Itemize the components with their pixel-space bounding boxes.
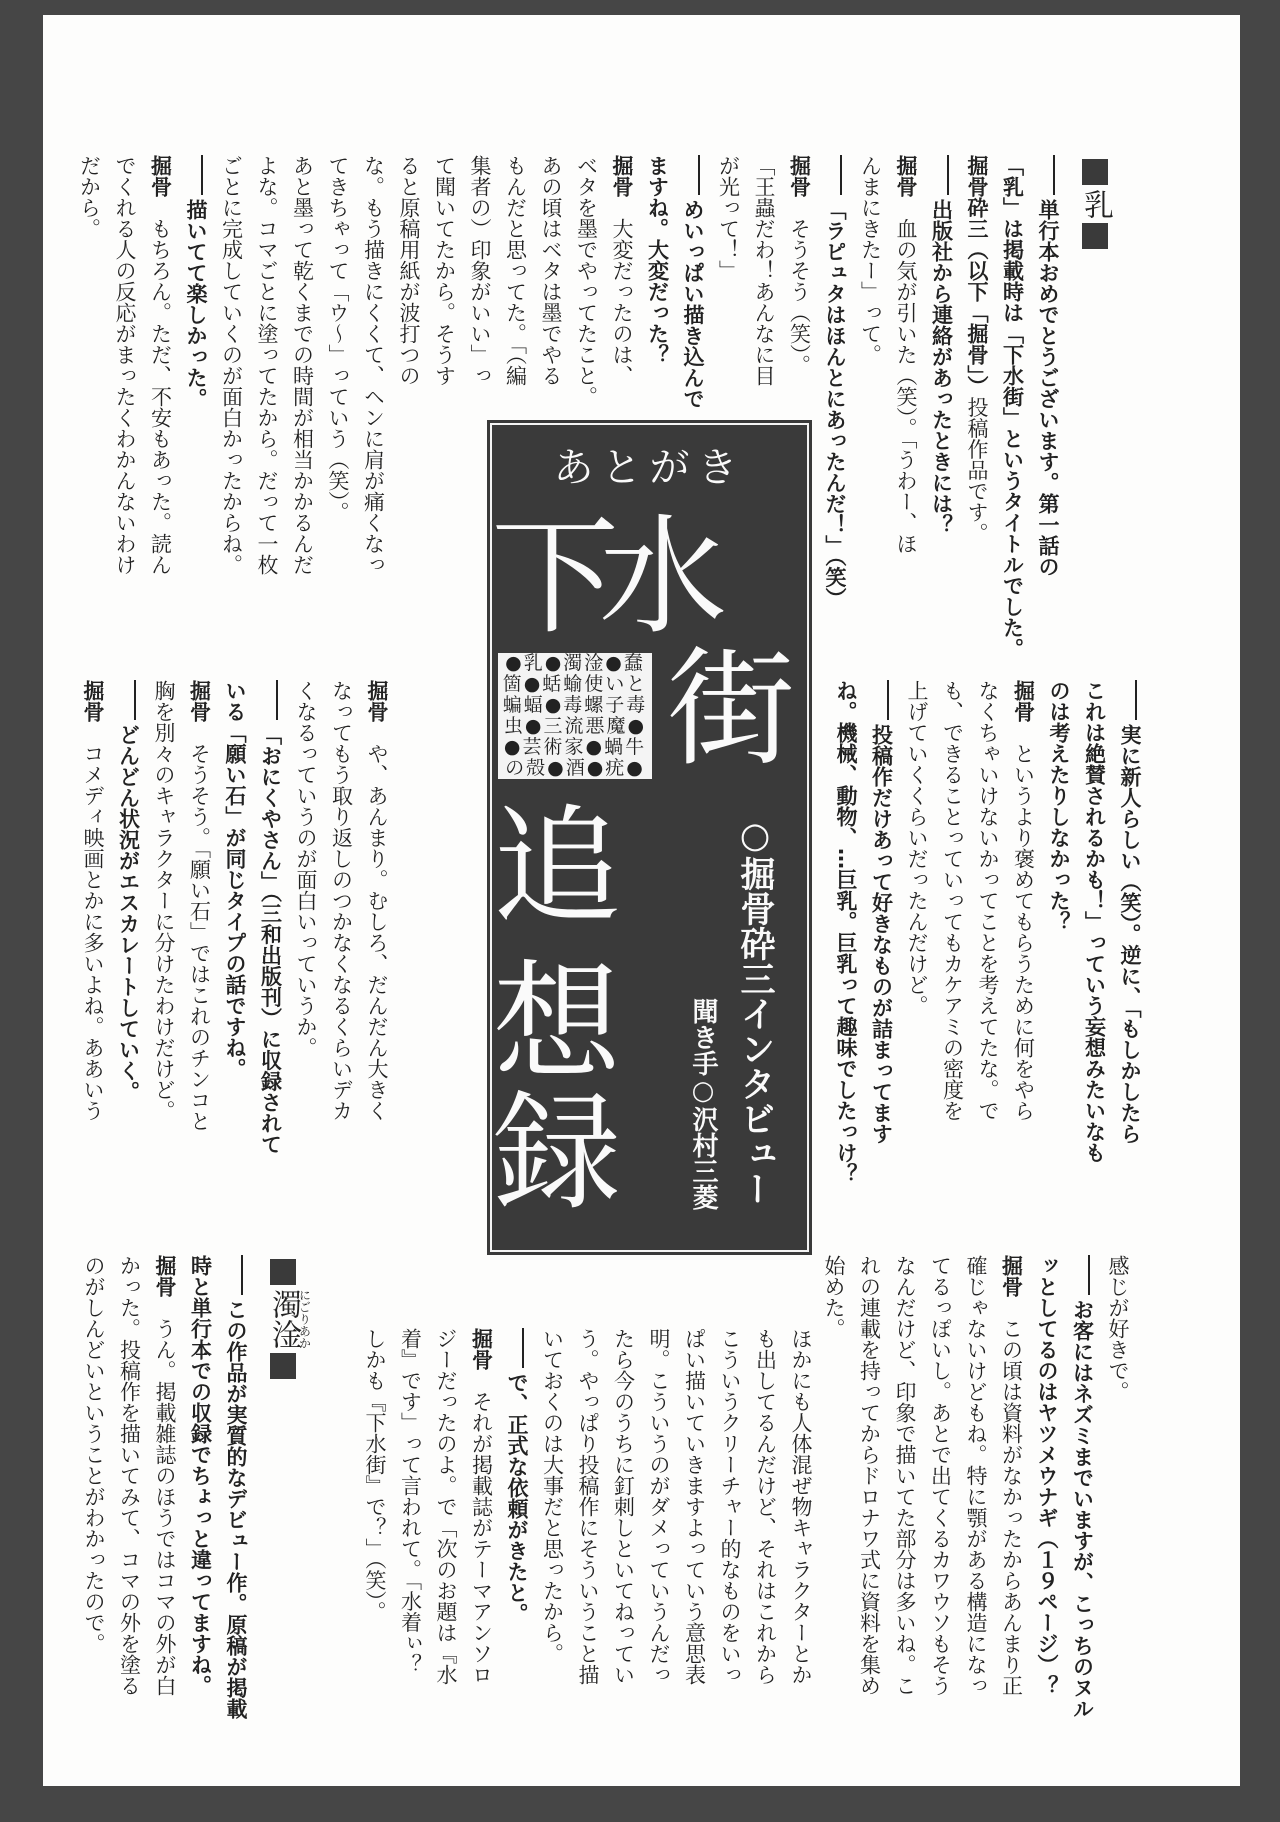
speaker-label: 掘骨 (787, 155, 812, 197)
body-text: 感じが好きで。 (1106, 1255, 1130, 1402)
question-dash (241, 1255, 243, 1295)
answer-text: それが掲載誌がテーマアンソロ (469, 1391, 494, 1685)
question-line (1030, 155, 1066, 659)
answer-text: この頃は資料がなかったからあんまり正 (999, 1318, 1024, 1696)
answer-text: コメディ映画とかに多いよね。ああいう (81, 743, 105, 1121)
speaker-label: 掘骨 (1011, 680, 1036, 722)
speaker-label: 掘骨 (153, 1255, 177, 1297)
speaker-label: 掘骨 (610, 155, 634, 197)
answer-line (359, 680, 395, 1155)
text-line (570, 1328, 606, 1685)
body-text: かった。投稿作を描いてみて、コマの外を塗る (117, 1255, 142, 1696)
body-text: だから。 (77, 155, 102, 239)
text-line (357, 1328, 393, 1685)
question-text: 「おにくやさん」（三和出版刊）に収録されて (258, 724, 283, 1155)
text-line (641, 1328, 677, 1685)
heading-reading: にごりあか (297, 1289, 312, 1349)
speaker-label: 掘骨 (894, 155, 918, 197)
question-line (1064, 1255, 1100, 1719)
text-line (288, 680, 324, 1155)
body-text: て聞いてたから。そうす (432, 155, 457, 386)
story-list-row: の殻●酒●疣● (505, 757, 645, 779)
question-dash (947, 155, 949, 195)
question-text: 「乳」は掲載時は「下水街」というタイトルでした。 (1000, 155, 1025, 659)
body-text: てきちゃって「ウ～」っていう（笑）。 (326, 155, 350, 523)
speaker-label: 掘骨 (148, 155, 173, 197)
answer-line (993, 1255, 1029, 1719)
question-line (959, 155, 995, 659)
text-line (284, 155, 320, 659)
text-line (111, 1255, 147, 1719)
text-line (391, 155, 427, 659)
question-text: 時と単行本での収録でちょっと違ってますね。 (188, 1255, 213, 1696)
text-line (922, 1255, 958, 1719)
body-text: 始めた。 (822, 1255, 846, 1339)
text-line (320, 155, 356, 659)
question-line (499, 1328, 535, 1685)
text-line (355, 155, 391, 659)
text-line (934, 680, 970, 1184)
body-text: ベタを墨でやってたこと。 (574, 155, 599, 407)
question-line (182, 1255, 218, 1719)
question-dash (698, 155, 700, 195)
speaker-label: 掘骨 (81, 680, 105, 722)
body-text: なってもう取り返しのつかなくなるくらいデカ (329, 680, 354, 1121)
answer-line (75, 680, 111, 1155)
question-line (110, 680, 146, 1155)
question-dash (522, 1328, 524, 1368)
heading-square-icon (270, 1353, 296, 1379)
text-line (816, 1255, 852, 1719)
story-list-row: 虫●三流悪魔● (503, 715, 647, 737)
answer-text: というより褒めてもらうために何をやら (1011, 743, 1036, 1121)
title-char: 想 (493, 949, 622, 1098)
title-char: 街 (667, 635, 796, 784)
body-text: ジーだったのよ。で「次のお題は『水 (434, 1328, 458, 1685)
body-text: ると原稿用紙が波打つの (397, 155, 421, 386)
text-line (970, 680, 1006, 1184)
body-text: が光って！」 (716, 155, 741, 281)
body-text: いておくのは大事だと思ったから。 (540, 1328, 565, 1664)
question-line (252, 680, 288, 1155)
body-text: よな。コマごとに塗ってたから。だって一枚 (255, 155, 279, 575)
question-line (1029, 1255, 1065, 1719)
body-text: んまにきたー」って。 (858, 155, 883, 365)
story-list-row: 蝙蝠●毒螺子毒 (502, 694, 648, 716)
text-line (887, 1255, 923, 1719)
question-text: お客にはネズミまでいますが、こっちのヌル (1070, 1299, 1095, 1719)
heading-text: 乳 (1078, 189, 1113, 219)
section-heading (253, 1255, 313, 1719)
body-text: 確じゃないけどもね。特に顎がある構造になっ (964, 1255, 988, 1696)
body-text: もんだと思ってた。「（編 (503, 155, 528, 386)
question-text: めいっぱい描き込んで (681, 199, 705, 409)
answer-text: 血の気が引いた（笑）。「うわー、ほ (894, 218, 918, 554)
question-text: この作品が実質的なデビュー作。原稿が掲載 (224, 1299, 248, 1719)
heading-square-icon (270, 1259, 296, 1285)
question-line (1076, 680, 1112, 1184)
heading-square-icon (1082, 159, 1108, 185)
body-text: 明。こういうのがダメっていうんだっ (647, 1328, 671, 1685)
question-text: いる「願い石」が同じタイプの話ですね。 (223, 680, 247, 1079)
body-text: ぱい描いていきますよっていう意思表 (682, 1328, 707, 1685)
body-text: たら今のうちに釘刺しといてねってい (611, 1328, 636, 1685)
text-line (392, 1328, 428, 1685)
body-text: あと墨って乾くまでの時間が相当かかるんだ (290, 155, 315, 575)
question-text: 投稿作だけあって好きなものが詰まってます (869, 724, 894, 1144)
question-line (828, 680, 864, 1184)
section-nigoriaka (76, 1255, 314, 1719)
body-text: も出してるんだけど、それはこれから (753, 1328, 778, 1685)
body-text: なんだけど、印象で描いてた部分は多いね。こ (893, 1255, 917, 1696)
body-text: ごとに完成していくのが面白かったからね。 (219, 155, 244, 575)
section-middle-right (828, 680, 1148, 1184)
text-line (899, 680, 935, 1184)
question-dash (276, 680, 278, 720)
body-text: のがしんどいということがわかったので。 (82, 1255, 106, 1654)
body-text: れの連載を持ってからドロナワ式に資料を集め (857, 1255, 882, 1696)
question-dash (1088, 1255, 1090, 1295)
question-text: ますね。大変だった？ (645, 155, 670, 365)
answer-text: や、あんまり。むしろ、だんだん大きく (365, 743, 389, 1121)
speaker-label: 掘骨 (365, 680, 389, 722)
body-text: な。もう描きにくくて、ヘンに肩が痛くなっ (361, 155, 386, 575)
question-text: どんどん状況がエスカレートしていく。 (116, 724, 141, 1102)
question-line (994, 155, 1030, 659)
text-line (1100, 1255, 1136, 1719)
question-line (217, 680, 253, 1155)
heading-square-icon (1082, 223, 1108, 249)
body-text: ほかにも人体混ぜ物キャラクターとか (789, 1328, 813, 1685)
body-text: う。やっぱり投稿作にそういうこと描 (576, 1328, 600, 1685)
body-text: なくちゃいけないかってことを考えてたな。で (976, 680, 1000, 1121)
question-line (1041, 680, 1077, 1184)
text-line (851, 1255, 887, 1719)
body-text: てるっぽいし。あとで出てくるカワウソもそう (928, 1255, 953, 1696)
section-bottom-middle (357, 1328, 819, 1685)
question-text: 「ラピュタはほんとにあったんだ！」（笑） (823, 199, 847, 609)
body-text: 「王蟲だわ！あんなに目 (752, 155, 776, 386)
text-line (428, 1328, 464, 1685)
answer-line (1005, 680, 1041, 1184)
section-middle-left (75, 680, 395, 1155)
story-list-row: ●乳●濁淦●蠢 (505, 652, 645, 674)
answer-text: 大変だったのは、 (610, 218, 634, 386)
story-list (498, 653, 652, 779)
body-text: こういうクリーチャー的なものをいっ (718, 1328, 742, 1685)
section-heading (1065, 155, 1125, 659)
answer-line (142, 155, 178, 659)
interviewer-credit: 聞き手○沢村三菱 (688, 998, 718, 1210)
body-text: も、できることっていってもカケアミの密度を (940, 680, 965, 1121)
question-text: ッとしてるのはヤツメウナギ（１９ページ）？ (1035, 1255, 1059, 1696)
question-text: 掘骨砕三（以下「掘骨」） (965, 155, 989, 397)
answer-text: そうそう。「願い石」ではこれのチンコと (187, 743, 212, 1132)
text-line (852, 155, 888, 659)
speaker-label: 掘骨 (187, 680, 212, 722)
title-char: 下 (491, 503, 620, 652)
question-line (218, 1255, 254, 1719)
body-text: くなるっていうのが面白いっていうか。 (294, 680, 318, 1058)
body-text: 胸を別々のキャラクターに分けたわけだけど。 (152, 680, 176, 1121)
body-text: あの頃はベタは墨でやる (539, 155, 563, 386)
heading-ruby (266, 1289, 312, 1349)
body-text: 集者の）印象がいい」っ (468, 155, 492, 386)
text-line (783, 1328, 819, 1685)
text-line (605, 1328, 641, 1685)
answer-line (147, 1255, 183, 1719)
question-text: ね。機械、動物、…巨乳。巨乳って趣味でしたっけ？ (834, 680, 858, 1184)
text-line (146, 680, 182, 1155)
question-dash (134, 680, 136, 720)
body-text: しかも『下水街』で？」（笑）。 (363, 1328, 387, 1622)
answer-text: うん。掲載雑誌のほうではコマの外が白 (153, 1318, 177, 1696)
question-text-plain: 投稿作品です。 (965, 396, 989, 544)
question-dash (201, 155, 203, 195)
answer-line (463, 1328, 499, 1685)
text-line (107, 155, 143, 659)
text-line (534, 1328, 570, 1685)
text-line (249, 155, 285, 659)
question-text: これは絶賛されるかも！」っていう妄想みたいなも (1082, 680, 1107, 1163)
body-text: でくれる人の反応がまったくわかんないわけ (113, 155, 137, 575)
text-line (213, 155, 249, 659)
text-line (426, 155, 462, 659)
question-text: で、正式な依頼がきたと。 (505, 1372, 529, 1624)
speaker-label: 掘骨 (469, 1328, 494, 1370)
text-line (747, 1328, 783, 1685)
speaker-label: 掘骨 (999, 1255, 1024, 1297)
question-dash (887, 680, 889, 720)
question-dash (840, 155, 842, 195)
question-dash (1053, 155, 1055, 195)
text-line (323, 680, 359, 1155)
question-line (178, 155, 214, 659)
question-text: 実に新人らしい（笑）。逆に、「もしかしたら (1118, 724, 1142, 1144)
question-line (863, 680, 899, 1184)
answer-line (181, 680, 217, 1155)
answer-line (888, 155, 924, 659)
text-line (958, 1255, 994, 1719)
text-line (676, 1328, 712, 1685)
question-dash (1135, 680, 1137, 720)
question-text: 単行本おめでとうございます。第一話の (1036, 199, 1060, 577)
answer-text: そうそう（笑）。 (787, 218, 812, 376)
question-line (817, 155, 853, 659)
question-text: 描いてて楽しかった。 (184, 199, 208, 409)
question-line (1112, 680, 1148, 1184)
question-text: 出版社から連絡があったときには？ (929, 199, 954, 535)
section-bottom-right (816, 1255, 1136, 1719)
title-char: 水 (599, 503, 728, 652)
question-text: のは考えたりしなかった？ (1047, 680, 1071, 932)
title-char: 追 (493, 793, 622, 942)
story-list-row: ●芸術家●蝸牛 (503, 736, 647, 758)
answer-text: もちろん。ただ、不安もあった。読ん (148, 218, 173, 575)
body-text: 上げていくくらいだったんだけど。 (905, 680, 929, 1016)
heading-text: 濁淦 (266, 1289, 301, 1349)
afterword-label: あとがき (553, 445, 746, 491)
text-line (76, 1255, 112, 1719)
story-list-row: 箇●蛞蝓使いと (502, 673, 648, 695)
text-line (71, 155, 107, 659)
title-char: 録 (493, 1079, 622, 1228)
question-line (923, 155, 959, 659)
interview-subtitle: ○掘骨砕三インタビュー (735, 816, 775, 1206)
title-box (487, 420, 812, 1255)
body-text: 着』です」って言われて。「水着ぃ？ (398, 1328, 423, 1675)
text-line (712, 1328, 748, 1685)
